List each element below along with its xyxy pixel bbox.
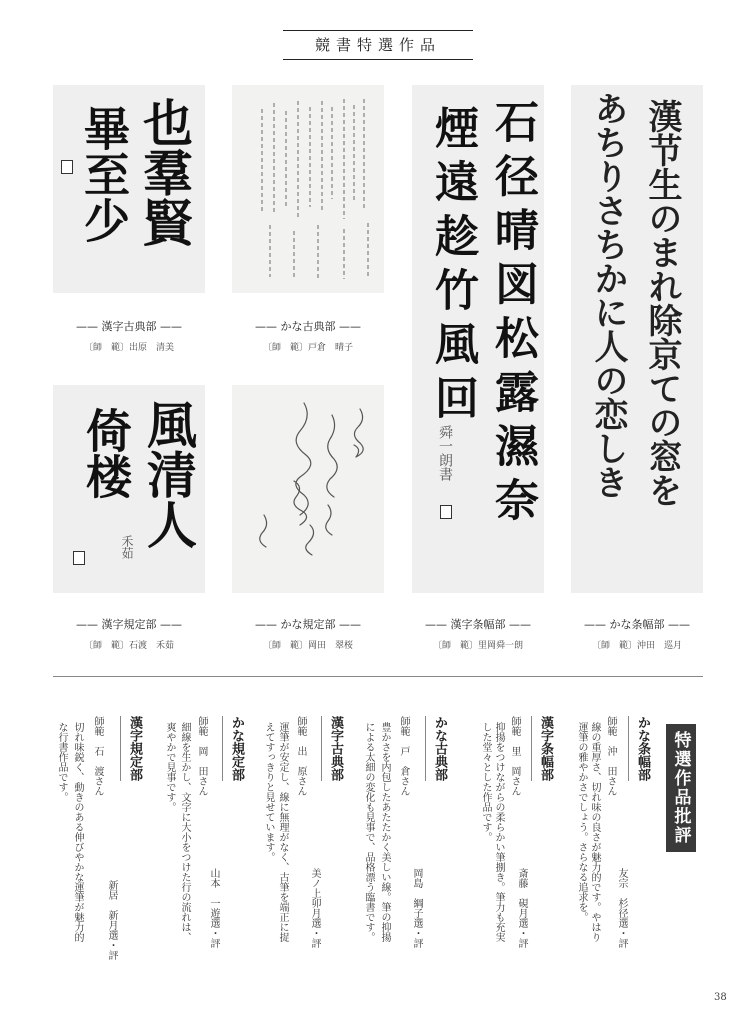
reviewer-name: 友宗 杉径選・評 [616, 868, 627, 948]
artwork-kana-jofuku [571, 85, 703, 593]
calligraphy-line: 石径晴図松露濕奈 [487, 99, 538, 531]
review-section-title: 漢字古典部 [321, 716, 345, 781]
review-heading: 特選作品批評 [666, 724, 696, 852]
review-master: 師範 里 岡さん [509, 716, 520, 796]
kana-script-drawing [232, 85, 384, 293]
review-section-title: 漢字条幅部 [531, 716, 555, 781]
review-master: 師範 石 渡さん [92, 716, 103, 796]
master-name: 〔師 範〕沖田 巡月 [591, 641, 682, 651]
review-section-title: 漢字規定部 [120, 716, 144, 781]
reviewer-name: 美ノ上卯月選・評 [309, 868, 320, 948]
review-text: えてすっきりと見せています。 [263, 722, 274, 862]
reviewer-name: 岡島 綱子選・評 [411, 868, 422, 948]
section-divider [53, 676, 703, 677]
kana-script-drawing [232, 385, 384, 593]
review-master: 師範 岡 田さん [196, 716, 207, 796]
review-text: 運筆の雅やかさでしょう。さらなる追求を。 [576, 722, 587, 922]
category-label: —— 漢字規定部 —— [76, 618, 182, 631]
page-title: 競書特選作品 [283, 30, 473, 60]
calligraphy-line: 漢节生のまれ除京ての窓を [642, 99, 682, 507]
review-text: による太細の変化も見事で、品格漂う臨書です。 [363, 722, 374, 942]
review-text: 線の重厚さ、切れ味の良さが魅力的です。やはり [589, 722, 600, 942]
master-name: 〔師 範〕岡田 翠桜 [262, 641, 353, 651]
category-label: —— 漢字古典部 —— [76, 320, 182, 333]
artist-signature: 禾茹 [120, 535, 134, 559]
review-text: 切れ味鋭く、動きのある伸びやかな運筆が魅力的 [72, 722, 83, 942]
review-text: 細線を生かし、文字に大小をつけた行の流れは、 [179, 722, 190, 942]
calligraphy-line: 也羣賢 [135, 97, 194, 247]
review-section-title: かな古典部 [425, 716, 449, 781]
review-section-title: かな規定部 [222, 716, 246, 781]
artwork-kana-kitei [232, 385, 384, 593]
category-label: —— かな規定部 —— [255, 618, 361, 631]
seal-stamp [73, 551, 85, 565]
category-label: —— かな古典部 —— [255, 320, 361, 333]
reviewer-name: 山本 一遊選・評 [208, 868, 219, 948]
category-label: —— かな条幅部 —— [584, 618, 690, 631]
artwork-kanji-koten [53, 85, 205, 293]
seal-stamp [61, 160, 73, 174]
artwork-kana-koten [232, 85, 384, 293]
review-master: 師範 沖 田さん [605, 716, 616, 796]
seal-stamp [440, 505, 452, 519]
page-number: 38 [714, 992, 727, 1003]
review-text: した堂々とした作品です。 [480, 722, 491, 842]
review-text: な行書作品です。 [56, 722, 67, 802]
calligraphy-line: 煙遠趁竹風回 [427, 105, 478, 429]
review-text: 豊かさを内包したあたたかく美しい線。筆の抑揚 [379, 722, 390, 942]
review-section-title: かな条幅部 [628, 716, 652, 781]
category-label: —— 漢字条幅部 —— [425, 618, 531, 631]
calligraphy-line: あちりさちかに人の恋しき [588, 91, 628, 499]
master-name: 〔師 範〕石渡 禾茹 [83, 641, 174, 651]
reviewer-name: 新居 新月選・評 [106, 880, 117, 960]
review-text: 抑揚をつけながらの柔らかい筆捌き。筆力も充実 [493, 722, 504, 942]
master-name: 〔師 範〕里岡舜一朗 [432, 641, 523, 651]
calligraphy-line: 倚楼 [79, 407, 133, 499]
review-text: 爽やかで見事です。 [164, 722, 175, 812]
review-master: 師範 出 原さん [295, 716, 306, 796]
master-name: 〔師 範〕出原 清美 [83, 343, 174, 353]
calligraphy-line: 畢至少 [77, 105, 131, 243]
review-text: 運筆が安定し、線に無理がなく、古筆を端正に捉 [277, 722, 288, 942]
reviewer-name: 斎藤 硯月選・評 [516, 868, 527, 948]
master-name: 〔師 範〕戸倉 晴子 [262, 343, 353, 353]
calligraphy-line: 風清人 [139, 399, 198, 549]
artist-signature: 舜一朗書 [437, 425, 453, 481]
artwork-kanji-kitei [53, 385, 205, 593]
review-master: 師範 戸 倉さん [398, 716, 409, 796]
artwork-kanji-jofuku [412, 85, 544, 593]
